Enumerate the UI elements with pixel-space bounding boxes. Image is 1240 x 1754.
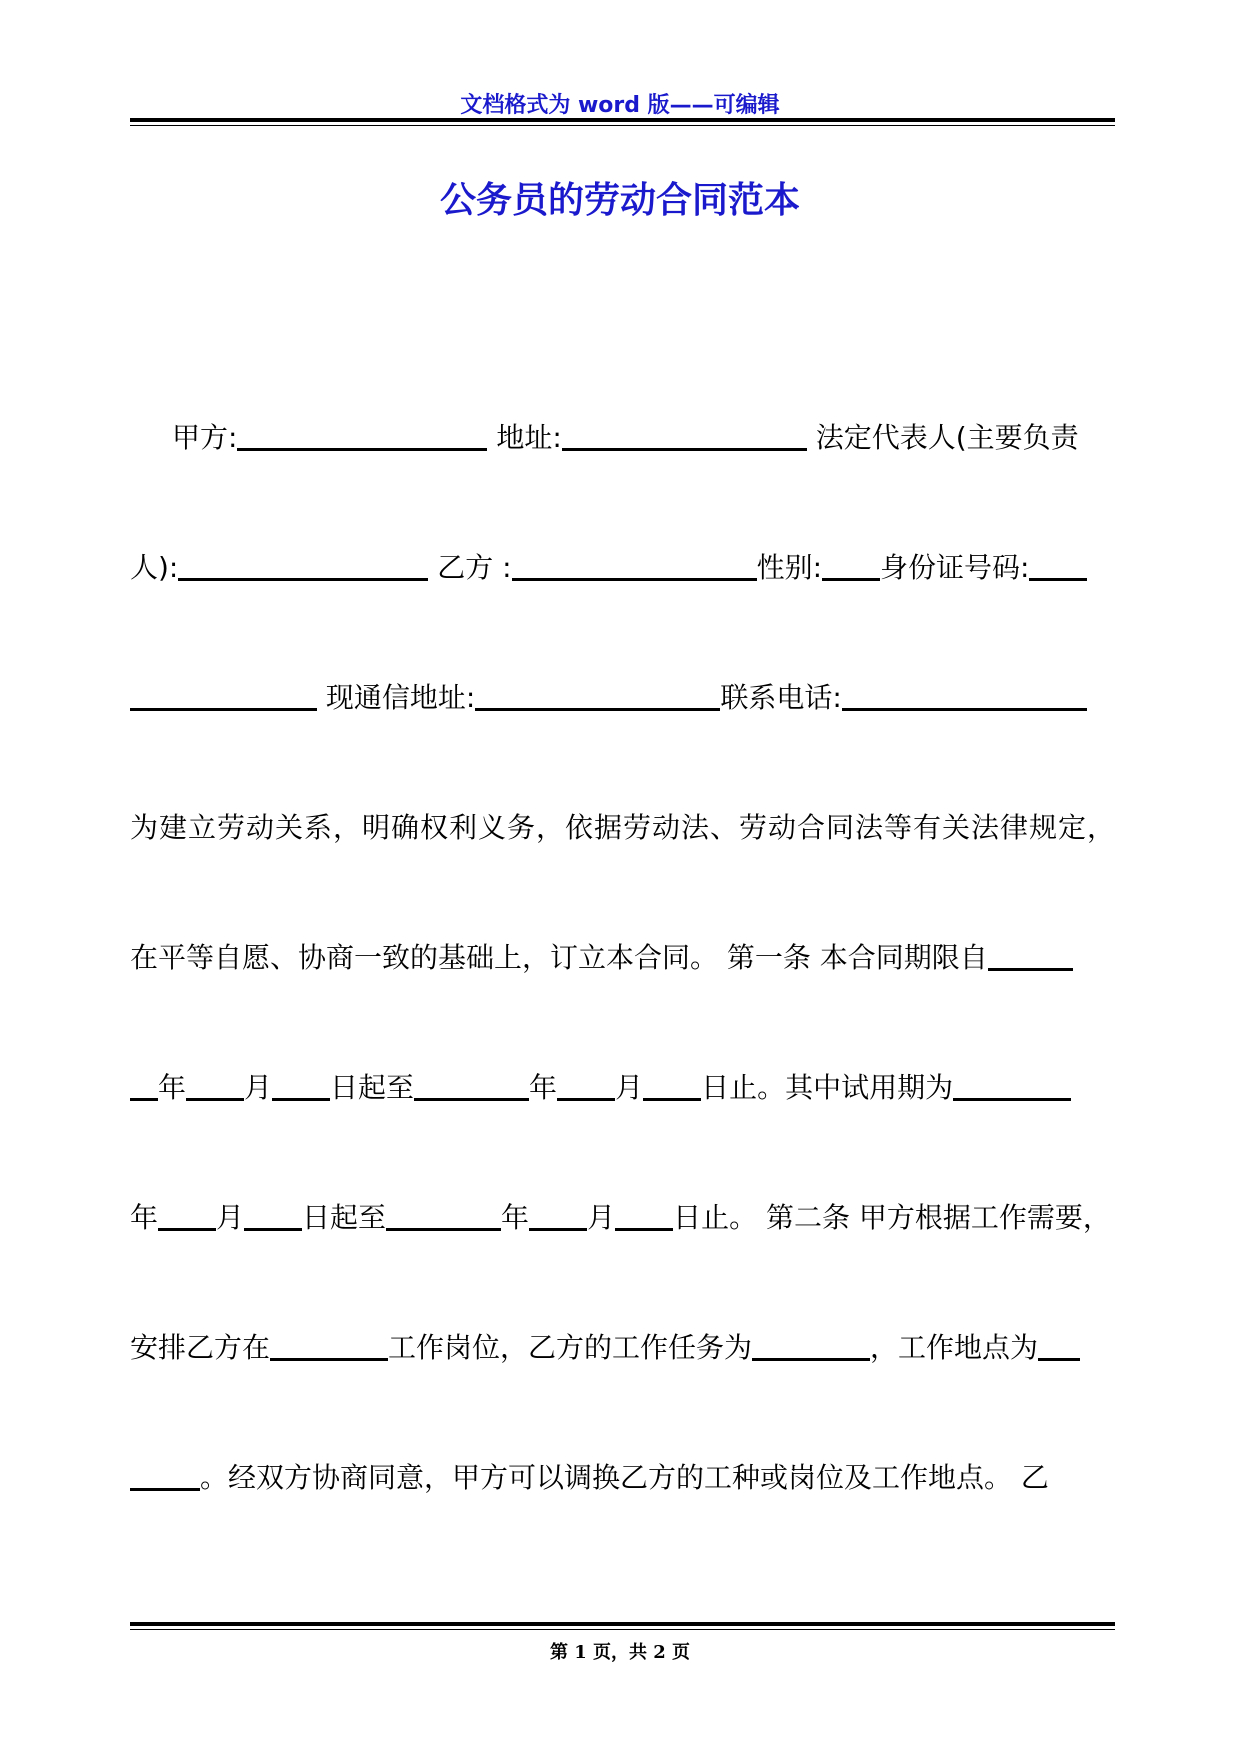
year-label: 年 [529,1071,558,1104]
blank [953,1068,1071,1101]
year-label: 年 [158,1071,187,1104]
blank [1038,1328,1080,1361]
month-label: 月 [587,1201,616,1234]
footer-rule-thin [130,1629,1115,1630]
year-label: 年 [501,1201,530,1234]
text-line-8 [130,1326,1115,1370]
text-line-9 [130,1456,1115,1500]
text-line-2 [130,546,1115,590]
mailing-address-label: 现通信地址: [325,681,476,714]
legal-rep-label-cont: 人): [130,551,179,584]
text-line-1 [130,416,1115,460]
month-label: 月 [216,1201,245,1234]
blank [272,1068,330,1101]
blank [475,678,720,711]
month-label: 月 [615,1071,644,1104]
party-a-label: 甲方: [172,421,238,454]
phone-label: 联系电话: [720,681,842,714]
blank [158,1198,216,1231]
blank [822,548,880,581]
text-line-6 [130,1066,1115,1110]
blank [752,1328,870,1361]
document-title: 公务员的劳动合同范本 [439,180,800,221]
blank [842,678,1087,711]
blank [512,548,757,581]
blank [244,1198,302,1231]
header-rule-thick [130,118,1115,122]
blank [270,1328,388,1361]
blank [988,938,1073,971]
year-label: 年 [130,1201,159,1234]
assignment-text: 安排乙方在 [130,1331,271,1364]
blank [186,1068,244,1101]
blank [237,418,487,451]
blank [1029,548,1087,581]
header-note: 文档格式为 word 版——可编辑 [460,93,780,118]
blank [178,548,428,581]
gender-label: 性别: [756,551,823,584]
workplace-text: ，工作地点为 [870,1331,1039,1364]
blank [562,418,807,451]
header-rule-thin [130,125,1115,126]
blank [643,1068,701,1101]
page-number: 第 1 页，共 2 页 [549,1642,691,1663]
adjustment-text: 。经双方协商同意，甲方可以调换乙方的工种或岗位及工作地点。 乙 [200,1461,1049,1494]
article-two-text: 日止。 第二条 甲方根据工作需要， [673,1201,1111,1234]
blank [386,1198,501,1231]
legal-rep-label: 法定代表人(主要负责 [815,421,1079,454]
term-clause-text: 在平等自愿、协商一致的基础上，订立本合同。 第一条 本合同期限自 [130,941,988,974]
blank [615,1198,673,1231]
day-from-label: 日起至 [302,1201,387,1234]
month-label: 月 [244,1071,273,1104]
text-line-7 [130,1196,1115,1240]
blank [414,1068,529,1101]
id-number-label: 身份证号码: [880,551,1030,584]
blank [130,1068,158,1101]
blank [130,1458,200,1491]
text-line-5 [130,936,1115,980]
address-label: 地址: [496,421,562,454]
blank [130,678,317,711]
footer-rule-thick [130,1622,1115,1626]
party-b-label: 乙方 : [437,551,512,584]
text-line-4: 为建立劳动关系，明确权利义务，依据劳动法、劳动合同法等有关法律规定， [130,811,1115,844]
text-line-3 [130,676,1115,720]
probation-text: 日止。其中试用期为 [701,1071,954,1104]
day-from-label: 日起至 [330,1071,415,1104]
blank [529,1198,587,1231]
task-text: 工作岗位，乙方的工作任务为 [388,1331,753,1364]
blank [557,1068,615,1101]
